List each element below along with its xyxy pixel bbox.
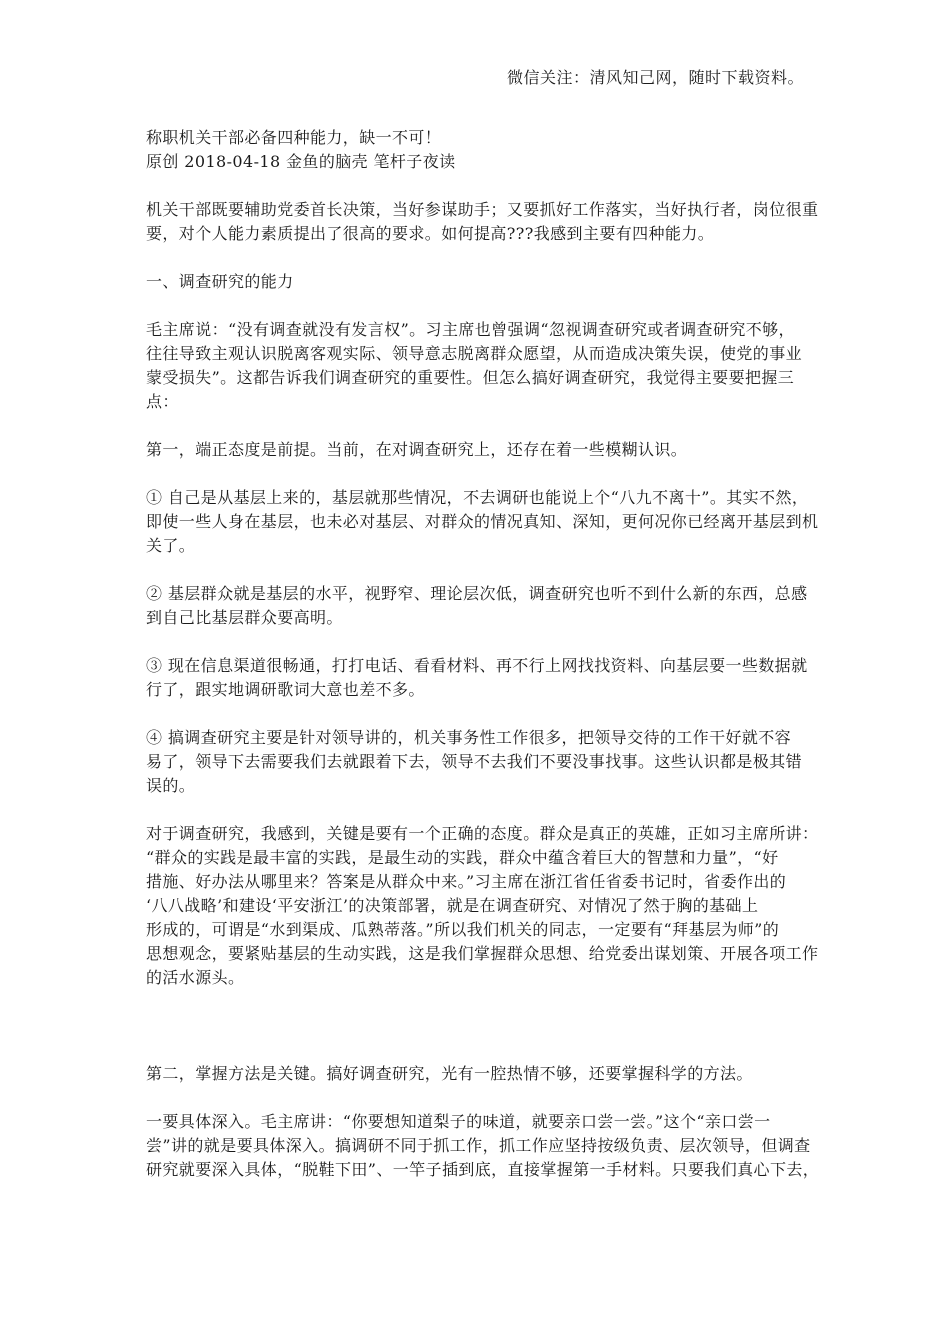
list-item — [146, 654, 814, 702]
paragraph — [146, 318, 814, 414]
text-line: ① 自己是从基层上来的，基层就那些情况，不去调研也能说上个“八九不离十”。其实不然， — [146, 488, 809, 507]
text-line: 蒙受损失”。这都告诉我们调查研究的重要性。但怎么搞好调查研究，我觉得主要要把握三 — [146, 368, 795, 387]
text-line: 要，对个人能力素质提出了很高的要求。如何提高???我感到主要有四种能力。 — [146, 224, 715, 243]
text-line: 形成的，可谓是“水到渠成、瓜熟蒂落。”所以我们机关的同志，一定要有“拜基层为师”的 — [146, 920, 780, 939]
text-line: 研究就要深入具体，“脱鞋下田”、一竿子插到底，直接掌握第一手材料。只要我们真心下去， — [146, 1160, 820, 1179]
article-title: 称职机关干部必备四种能力，缺一不可！ — [146, 128, 442, 147]
text-line: 行了，跟实地调研歌词大意也差不多。 — [146, 680, 425, 699]
text-line: ④ 搞调查研究主要是针对领导讲的，机关事务性工作很多，把领导交待的工作干好就不容 — [146, 728, 792, 747]
text-line: 即使一些人身在基层，也未必对基层、对群众的情况真知、深知，更何况你已经离开基层到机 — [146, 512, 819, 531]
article-body — [146, 126, 820, 1206]
text-line: ‘八八战略’和建设‘平安浙江’的决策部署，就是在调查研究、对情况了然于胸的基础上 — [146, 896, 759, 915]
paragraph-intro — [146, 198, 819, 246]
text-line: 误的。 — [146, 776, 196, 795]
text-line: “群众的实践是最丰富的实践，是最生动的实践，群众中蕴含着巨大的智慧和力量”，“好 — [146, 848, 779, 867]
list-item — [146, 582, 814, 630]
text-line: 关了。 — [146, 536, 196, 555]
article-meta: 原创 2018-04-18 金鱼的脑壳 笔杆子夜读 — [146, 152, 456, 171]
text-line: 的活水源头。 — [146, 968, 245, 987]
paragraph — [146, 438, 814, 462]
text-line: 点： — [146, 392, 179, 411]
text-line: 措施、好办法从哪里来？答案是从群众中来。”习主席在浙江省任省委书记时，省委作出的 — [146, 872, 787, 891]
text-line: ③ 现在信息渠道很畅通，打打电话、看看材料、再不行上网找找资料、向基层要一些数据就 — [146, 656, 808, 675]
text-line: 对于调查研究，我感到，关键是要有一个正确的态度。群众是真正的英雄，正如习主席所讲： — [146, 824, 819, 843]
list-item — [146, 726, 814, 798]
section-heading — [146, 270, 814, 294]
article-heading — [146, 126, 814, 174]
header-note: 微信关注：清风知己网，随时下载资料。 — [506, 68, 804, 87]
paragraph — [146, 822, 819, 990]
paragraph — [146, 1062, 814, 1086]
text-line: 一要具体深入。毛主席讲：“你要想知道梨子的味道，就要亲口尝一尝。”这个“亲口尝一 — [146, 1112, 771, 1131]
text-line: 第二，掌握方法是关键。搞好调查研究，光有一腔热情不够，还要掌握科学的方法。 — [146, 1064, 753, 1083]
text-line: 尝”讲的就是要具体深入。搞调研不同于抓工作，抓工作应坚持按级负责、层次领导，但调查 — [146, 1136, 811, 1155]
list-item — [146, 486, 819, 558]
text-line: 往往导致主观认识脱离客观实际、领导意志脱离群众愿望，从而造成决策失误，使党的事业 — [146, 344, 803, 363]
paragraph — [146, 1110, 820, 1182]
text-line: ② 基层群众就是基层的水平，视野窄、理论层次低，调查研究也听不到什么新的东西，总感 — [146, 584, 808, 603]
text-line: 到自己比基层群众要高明。 — [146, 608, 343, 627]
text-line: 机关干部既要辅助党委首长决策，当好参谋助手；又要抓好工作落实，当好执行者，岗位很重 — [146, 200, 819, 219]
text-line: 第一，端正态度是前提。当前，在对调查研究上，还存在着一些模糊认识。 — [146, 440, 688, 459]
text-line: 毛主席说：“没有调查就没有发言权”。习主席也曾强调“忽视调查研究或者调查研究不够， — [146, 320, 795, 339]
text-line: 思想观念，要紧贴基层的生动实践，这是我们掌握群众思想、给党委出谋划策、开展各项工作 — [146, 944, 819, 963]
text-line: 一、调查研究的能力 — [146, 272, 294, 291]
text-line: 易了，领导下去需要我们去就跟着下去，领导不去我们不要没事找事。这些认识都是极其错 — [146, 752, 803, 771]
